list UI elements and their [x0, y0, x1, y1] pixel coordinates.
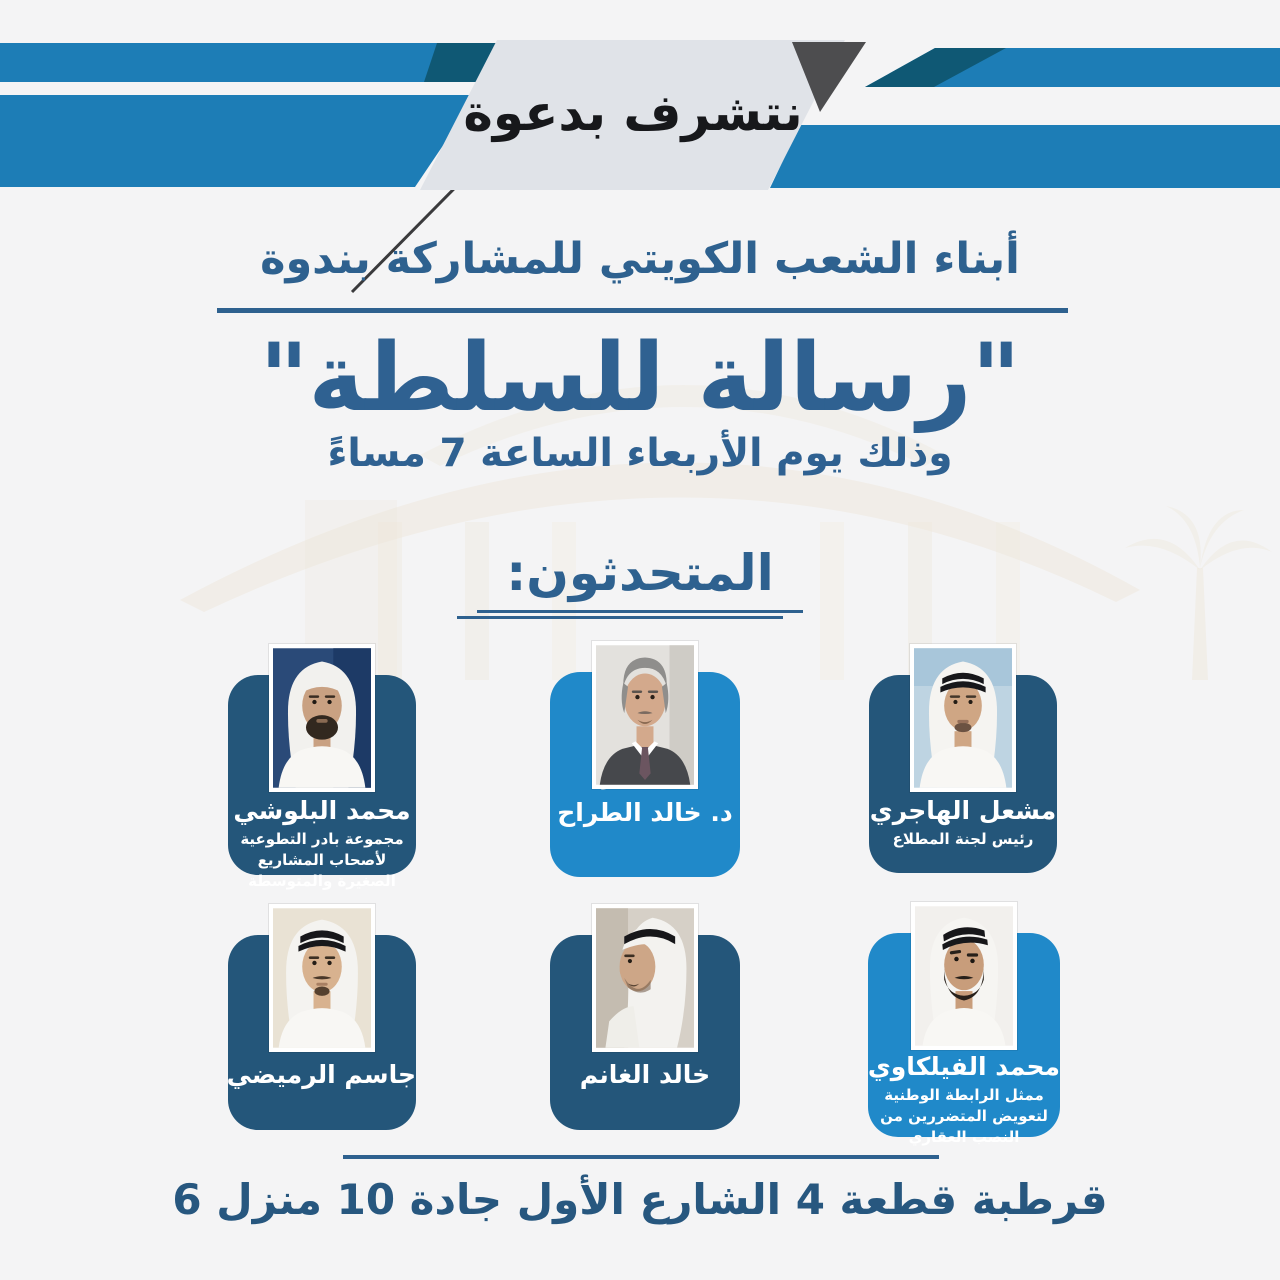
speaker-name: جاسم الرميضي: [226, 1060, 416, 1089]
speakers-underline-top: [477, 610, 803, 613]
speaker-name: محمد البلوشي: [233, 796, 411, 825]
speaker-card-ghanem: [550, 935, 740, 1130]
speaker-role: رئيس لجنة المطلاع: [892, 830, 1034, 849]
speaker-avatar-profile-man: [596, 908, 694, 1048]
speakers-heading: المتحدثون:: [506, 544, 774, 602]
speaker-avatar-ghutra-agal-man: [914, 648, 1012, 788]
speaker-avatar-ghutra-man: [273, 648, 371, 788]
speaker-avatar-suit-man: [596, 645, 694, 785]
speaker-card-balushi: [228, 675, 416, 891]
speakers-underline-bottom: [457, 616, 783, 619]
poster-heading: أبناء الشعب الكويتي للمشاركة بندوة: [260, 234, 1020, 284]
speaker-name: خالد الغانم: [579, 1060, 711, 1089]
speaker-avatar-bearded-man: [915, 906, 1013, 1046]
speaker-card-tarrah: [550, 672, 740, 877]
event-title: "رسالة للسلطة": [259, 324, 1021, 433]
address-topline: [343, 1155, 939, 1159]
speaker-photo: [592, 641, 698, 789]
speaker-card-failakawi: [867, 933, 1060, 1147]
speaker-name: مشعل الهاجري: [869, 796, 1057, 825]
event-schedule: وذلك يوم الأربعاء الساعة 7 مساءً: [327, 431, 953, 476]
speaker-photo: [910, 644, 1016, 792]
speaker-role: ممثل الرابطة الوطنية لتعويض المتضررين من النصب العقاري: [880, 1086, 1048, 1147]
speaker-role: مجموعة بادر التطوعية لأصحاب المشاريع الصغيرة والمتوسطة: [240, 830, 404, 891]
speaker-photo: [592, 904, 698, 1052]
speaker-avatar-ghutra-agal-man: [273, 908, 371, 1048]
event-address: قرطبة قطعة 4 الشارع الأول جادة 10 منزل 6: [172, 1175, 1108, 1224]
speaker-card-rumaidhi: [228, 935, 416, 1130]
speaker-photo: [911, 902, 1017, 1050]
speaker-photo: [269, 904, 375, 1052]
speaker-photo: [269, 644, 375, 792]
speaker-card-hajri: [869, 675, 1057, 873]
banner-invite-text: نتشرف بدعوة: [463, 84, 803, 142]
speaker-name: محمد الفيلكاوي: [867, 1052, 1060, 1081]
speaker-name: د. خالد الطراح: [557, 797, 733, 827]
